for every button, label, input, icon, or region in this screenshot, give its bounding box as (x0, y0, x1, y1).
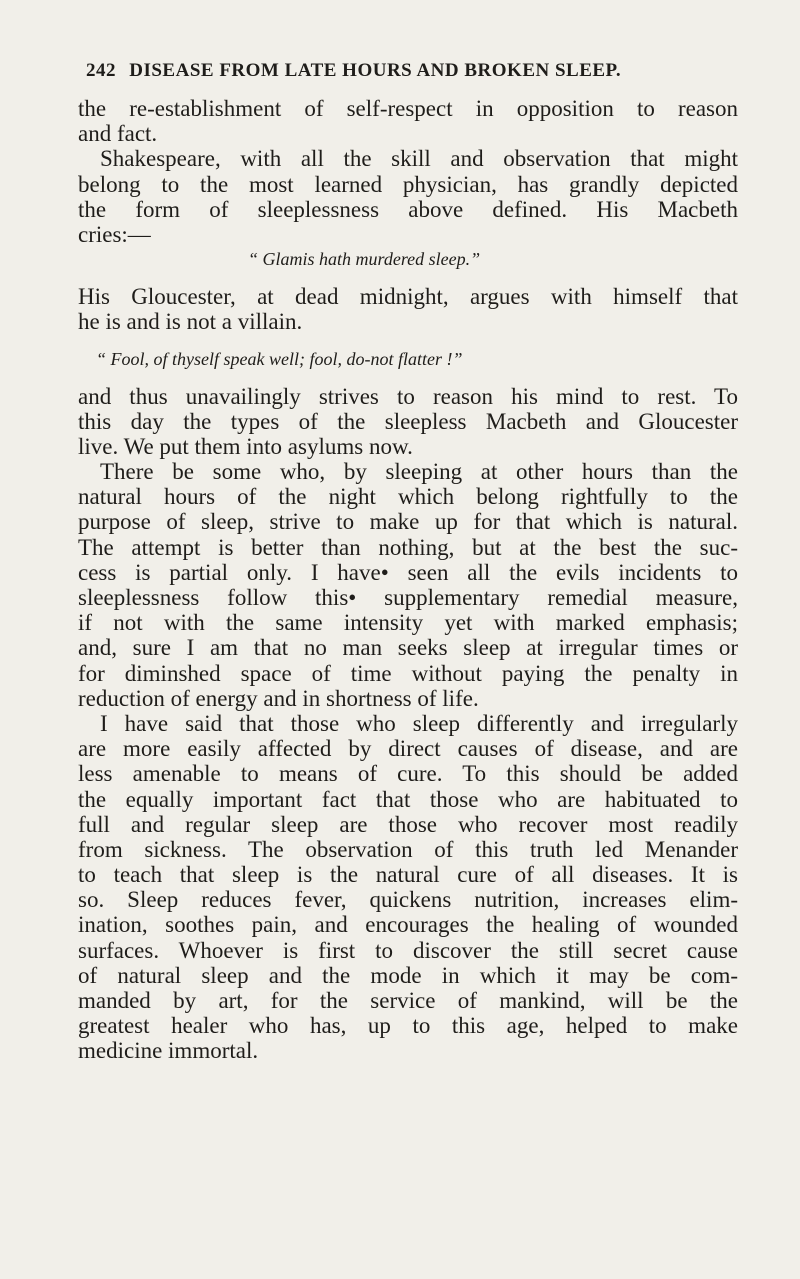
text-line: are more easily affected by direct causes of disease, and are (78, 736, 738, 762)
text-line: belong to the most learned physician, has grandly depicted (78, 171, 738, 197)
text-line: the equally important fact that those who are habituated to (78, 786, 738, 812)
text-line: the re-establishment of self-respect in opposition to reason (78, 96, 738, 121)
text-line: The attempt is better than nothing, but at the best the suc- (78, 534, 738, 560)
text-line: natural hours of the night which belong rightfully to the (78, 484, 738, 510)
text-line: from sickness. The observation of this truth led Menander (78, 836, 738, 862)
text-line: he is and is not a villain. (78, 309, 303, 335)
text-line: Shakespeare, with all the skill and observation that might (100, 146, 738, 172)
spacer (78, 372, 738, 384)
text-line: reduction of energy and in shortness of life. (78, 685, 479, 711)
text-line: to teach that sleep is the natural cure of all diseases. It is (78, 862, 738, 888)
running-title: DISEASE FROM LATE HOURS AND BROKEN SLEEP. (129, 60, 622, 81)
quotation-gloucester: “ Fool, of thyself speak well; fool, do-not flatter !” (96, 348, 463, 369)
text-line: sleeplessness follow this• supplementary remedial measure, (78, 585, 738, 610)
text-line: and, sure I am that no man seeks sleep at irregular times or (78, 635, 738, 661)
text-line: full and regular sleep are those who recover most readily (78, 811, 738, 837)
text-line: manded by art, for the service of mankind, will be the (78, 988, 738, 1013)
text-line: so. Sleep reduces fever, quickens nutrition, increases elim- (78, 887, 738, 913)
text-line: His Gloucester, at dead midnight, argues with himself that (78, 284, 738, 310)
text-line: greatest healer who has, up to this age, helped to make (78, 1013, 738, 1039)
text-line: less amenable to means of cure. To this should be added (78, 761, 738, 787)
text-line: I have said that those who sleep differently and irregularly (100, 710, 738, 736)
spacer (78, 335, 738, 347)
running-header (86, 60, 746, 82)
text-line: purpose of sleep, strive to make up for that which is natural. (78, 509, 738, 535)
text-line: cess is partial only. I have• seen all the evils incidents to (78, 559, 738, 585)
body-text (78, 96, 738, 1064)
text-line: and fact. (78, 121, 158, 147)
text-line: this day the types of the sleepless Macbeth and Gloucester (78, 408, 738, 434)
text-line: of natural sleep and the mode in which it may be com- (78, 962, 738, 988)
text-line: surfaces. Whoever is first to discover the still secret cause (78, 937, 738, 963)
text-line: for diminshed space of time without paying the penalty in (78, 660, 738, 686)
text-line: There be some who, by sleeping at other hours than the (100, 459, 738, 485)
text-line: medicine immortal. (78, 1038, 259, 1064)
spacer (78, 272, 738, 284)
text-line: if not with the same intensity yet with marked emphasis; (78, 610, 738, 636)
text-line: and thus unavailingly strives to reason his mind to rest. To (78, 383, 738, 409)
text-line: ination, soothes pain, and encourages the healing of wounded (78, 912, 738, 938)
quotation-macbeth: “ Glamis hath murdered sleep.” (248, 249, 481, 270)
text-line: the form of sleeplessness above defined. His Macbeth (78, 196, 738, 222)
text-line: live. We put them into asylums now. (78, 433, 413, 459)
page-number: 242 (86, 60, 116, 81)
text-line: cries:— (78, 221, 151, 247)
